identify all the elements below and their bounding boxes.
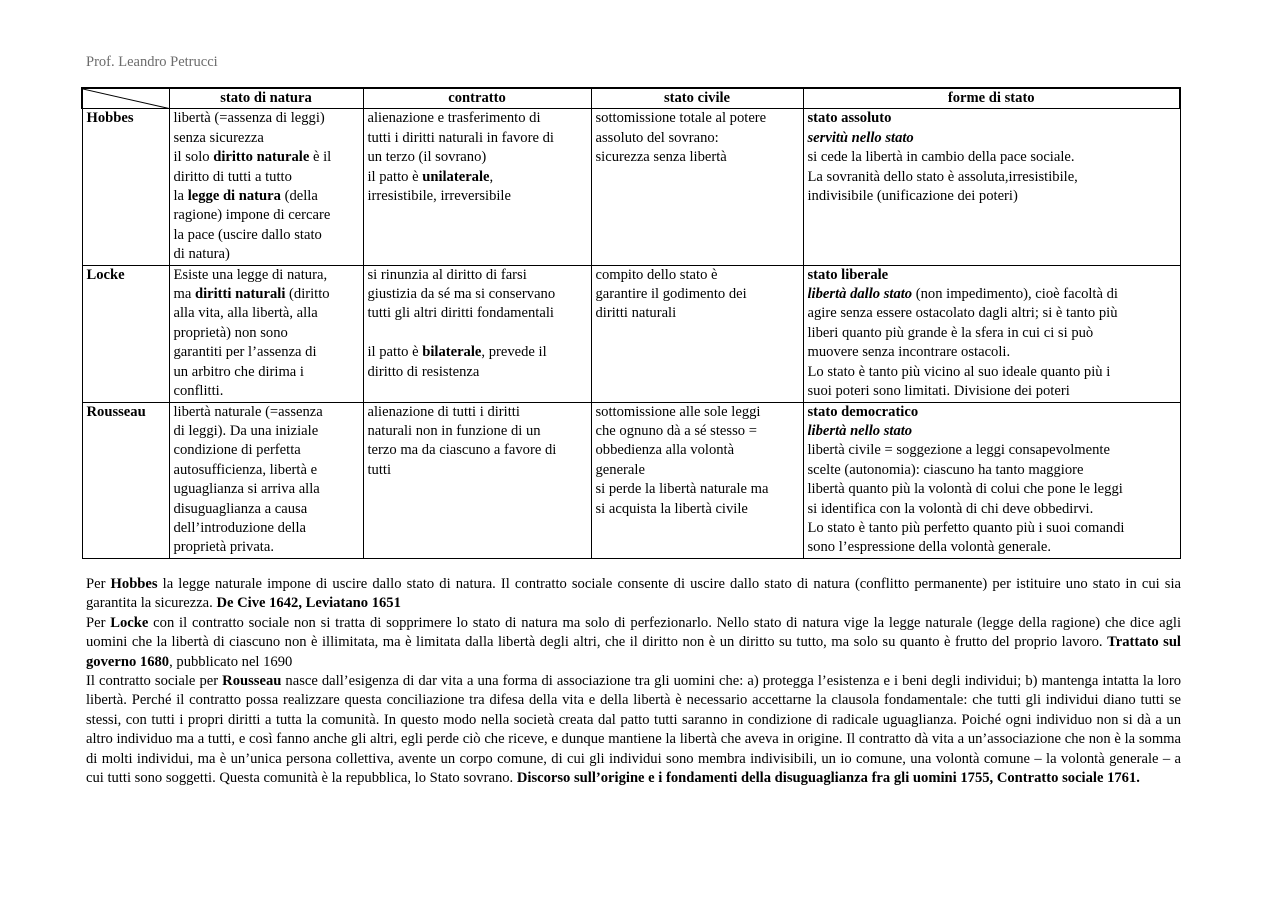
text-line: agire senza essere ostacolato dagli altri; si è tanto più bbox=[807, 305, 1118, 322]
text-line: disuguaglianza a causa bbox=[173, 500, 308, 517]
text-line: tutti gli altri diritti fondamentali bbox=[367, 305, 554, 322]
text-line: proprietà) non sono bbox=[173, 324, 288, 341]
text-line: sottomissione totale al potere bbox=[595, 110, 767, 127]
text-line: si cede la libertà in cambio della pace sociale. bbox=[807, 149, 1075, 166]
text-line: tutti i diritti naturali in favore di bbox=[367, 129, 554, 146]
blank-line bbox=[368, 324, 587, 343]
cell-contratto bbox=[363, 109, 591, 265]
form-subtitle: servitù nello stato bbox=[807, 129, 914, 146]
text-line: senza sicurezza bbox=[173, 129, 264, 146]
text-line: garantire il godimento dei bbox=[595, 286, 747, 303]
text-line: Lo stato è tanto più vicino al suo ideale quanto più i bbox=[807, 363, 1111, 380]
form-title: stato liberale bbox=[807, 266, 889, 283]
cell-forme-di-stato bbox=[803, 402, 1180, 558]
text-line: condizione di perfetta bbox=[173, 442, 301, 459]
cell-stato-natura bbox=[169, 402, 363, 558]
text-line: si rinunzia al diritto di farsi bbox=[367, 266, 527, 283]
column-header: stato civile bbox=[591, 88, 803, 109]
column-header: contratto bbox=[363, 88, 591, 109]
form-subtitle: libertà nello stato bbox=[807, 422, 913, 439]
column-header: stato di natura bbox=[169, 88, 363, 109]
cell-forme-di-stato bbox=[803, 265, 1180, 402]
text-line: alienazione di tutti i diritti bbox=[367, 403, 520, 420]
cell-forme-di-stato bbox=[803, 109, 1180, 265]
text-line: libertà naturale (=assenza bbox=[173, 403, 323, 420]
text-line: diritto di resistenza bbox=[367, 363, 480, 380]
text-line: che ognuno dà a sé stesso = bbox=[595, 422, 757, 439]
text-line: compito dello stato è bbox=[595, 266, 718, 283]
text-line: La sovranità dello stato è assoluta,irresistibile, bbox=[807, 168, 1078, 185]
row-header: Hobbes bbox=[82, 109, 169, 265]
text-line: si acquista la libertà civile bbox=[595, 500, 748, 517]
form-title: stato democratico bbox=[807, 403, 919, 420]
cell-contratto bbox=[363, 265, 591, 402]
notes-section bbox=[86, 575, 1181, 788]
text-line: dell’introduzione della bbox=[173, 519, 307, 536]
text-line: Lo stato è tanto più perfetto quanto più i suoi comandi bbox=[807, 519, 1125, 536]
text-line: obbedienza alla volontà bbox=[595, 442, 735, 459]
text-line: si identifica con la volontà di chi deve obbedirvi. bbox=[807, 500, 1094, 517]
paragraph-rousseau: Il contratto sociale per Rousseau nasce dall’esigenza di dar vita a una forma di associazione tra gli uomini che: a) protegga l’esistenza e i beni degli individui; b) mantenga intatta la loro libertà. Perché il contratto possa realizzare questa conciliazione tra difesa della vita e della libertà è necessario accettarne la clausola fondamentale: che tutti gli individui diano tutti se stessi, con tutti i propri diritti a tutta la comunità. In questo modo nella società creata dal patto tutti saranno in condizione di radicale uguaglianza. Poiché ogni individuo non si dà a un altro individuo ma a tutti, e così fanno anche gli altri, egli perde ciò che riceve, e dunque mantiene la libertà che aveva in origine. Il contratto dà vita a un’associazione che non è la somma di molti individui, ma è un’unica persona collettiva, avente un corpo comune, di cui gli individui sono membra indivisibili, un io comune, una volontà comune – la volontà generale – a cui tutti sono soggetti. Questa comunità è la repubblica, lo Stato sovrano. Discorso sull’origine e i fondamenti della disuguaglianza fra gli uomini 1755, Contratto sociale 1761. bbox=[86, 673, 1182, 787]
text-line: conflitti. bbox=[173, 383, 224, 400]
diagonal-line bbox=[83, 89, 169, 108]
text-line: un arbitro che dirima i bbox=[173, 363, 304, 380]
paragraph-locke: Per Locke con il contratto sociale non si tratta di sopprimere lo stato di natura ma solo di perfezionarlo. Nello stato di natura vige la legge naturale (legge della ragione) che dice agli uomini che la libertà di ciascuno non è illimitata, ma è limitata dalla libertà degli altri, che il diritto non è un diritto su tutto, ma solo su quanto è frutto del proprio lavoro. Trattato sul governo 1680, pubblicato nel 1690 bbox=[86, 614, 1181, 670]
text-line: di natura) bbox=[173, 246, 230, 263]
text-line: il patto è bilaterale, prevede il bbox=[367, 344, 547, 361]
text-line: ma diritti naturali (diritto bbox=[173, 286, 330, 303]
cell-stato-civile bbox=[591, 265, 803, 402]
text-line: sono l’espressione della volontà generale. bbox=[807, 539, 1052, 556]
corner-cell bbox=[82, 88, 169, 109]
text-line: Esiste una legge di natura, bbox=[173, 266, 328, 283]
cell-stato-civile bbox=[591, 402, 803, 558]
text-line: alienazione e trasferimento di bbox=[367, 110, 541, 127]
text-line: alla vita, alla libertà, alla bbox=[173, 305, 318, 322]
table-row bbox=[82, 402, 1180, 558]
text-line: libertà quanto più la volontà di colui che pone le leggi bbox=[807, 481, 1123, 498]
cell-stato-natura bbox=[169, 265, 363, 402]
text-line: sottomissione alle sole leggi bbox=[595, 403, 761, 420]
cell-stato-natura bbox=[169, 109, 363, 265]
row-header: Rousseau bbox=[82, 402, 169, 558]
cell-stato-civile bbox=[591, 109, 803, 265]
text-line: la legge di natura (della bbox=[173, 188, 318, 205]
text-line: il patto è unilaterale, bbox=[367, 168, 494, 185]
text-line: tutti bbox=[367, 461, 392, 478]
text-line: di leggi). Da una iniziale bbox=[173, 422, 319, 439]
form-title: stato assoluto bbox=[807, 110, 892, 127]
text-line: liberi quanto più grande è la sfera in cui ci si può bbox=[807, 324, 1094, 341]
text-line: scelte (autonomia): ciascuno ha tanto maggiore bbox=[807, 461, 1084, 478]
text-line: la pace (uscire dallo stato bbox=[173, 226, 322, 243]
text-line: indivisibile (unificazione dei poteri) bbox=[807, 188, 1018, 205]
text-line: giustizia da sé ma si conservano bbox=[367, 286, 556, 303]
text-line: diritti naturali bbox=[595, 305, 677, 322]
text-line: ragione) impone di cercare bbox=[173, 207, 331, 224]
column-header: forme di stato bbox=[803, 88, 1180, 109]
text-line: irresistibile, irreversibile bbox=[367, 188, 511, 205]
text-line: terzo ma da ciascuno a favore di bbox=[367, 442, 557, 459]
comparison-table bbox=[81, 87, 1181, 559]
text-line: generale bbox=[595, 461, 645, 478]
text-line: garantiti per l’assenza di bbox=[173, 344, 317, 361]
text-line: si perde la libertà naturale ma bbox=[595, 481, 769, 498]
row-header: Locke bbox=[82, 265, 169, 402]
author-header: Prof. Leandro Petrucci bbox=[86, 54, 218, 70]
table-row bbox=[82, 109, 1180, 265]
form-subtitle: libertà dallo stato bbox=[807, 286, 913, 303]
cell-contratto bbox=[363, 402, 591, 558]
table-header-row bbox=[82, 88, 1180, 109]
text-line: libertà dallo stato (non impedimento), cioè facoltà di bbox=[807, 286, 1118, 303]
text-line: naturali non in funzione di un bbox=[367, 422, 541, 439]
text-line: sicurezza senza libertà bbox=[595, 149, 727, 166]
text-line: autosufficienza, libertà e bbox=[173, 461, 318, 478]
text-line: diritto di tutti a tutto bbox=[173, 168, 292, 185]
text-line: suoi poteri sono limitati. Divisione dei poteri bbox=[807, 383, 1070, 400]
table-row bbox=[82, 265, 1180, 402]
text-line: uguaglianza si arriva alla bbox=[173, 481, 320, 498]
text-line: libertà (=assenza di leggi) bbox=[173, 110, 325, 127]
text-line: proprietà privata. bbox=[173, 539, 274, 556]
paragraph-hobbes: Per Hobbes la legge naturale impone di uscire dallo stato di natura. Il contratto sociale consente di uscire dallo stato di natura (conflitto permanente) per istituire uno stato in cui sia garantita la sicurezza. De Cive 1642, Leviatano 1651 bbox=[86, 576, 1181, 612]
text-line: libertà civile = soggezione a leggi consapevolmente bbox=[807, 442, 1110, 459]
text-line: muovere senza incontrare ostacoli. bbox=[807, 344, 1011, 361]
text-line: un terzo (il sovrano) bbox=[367, 149, 487, 166]
text-line: assoluto del sovrano: bbox=[595, 129, 719, 146]
text-line: il solo diritto naturale è il bbox=[173, 149, 332, 166]
